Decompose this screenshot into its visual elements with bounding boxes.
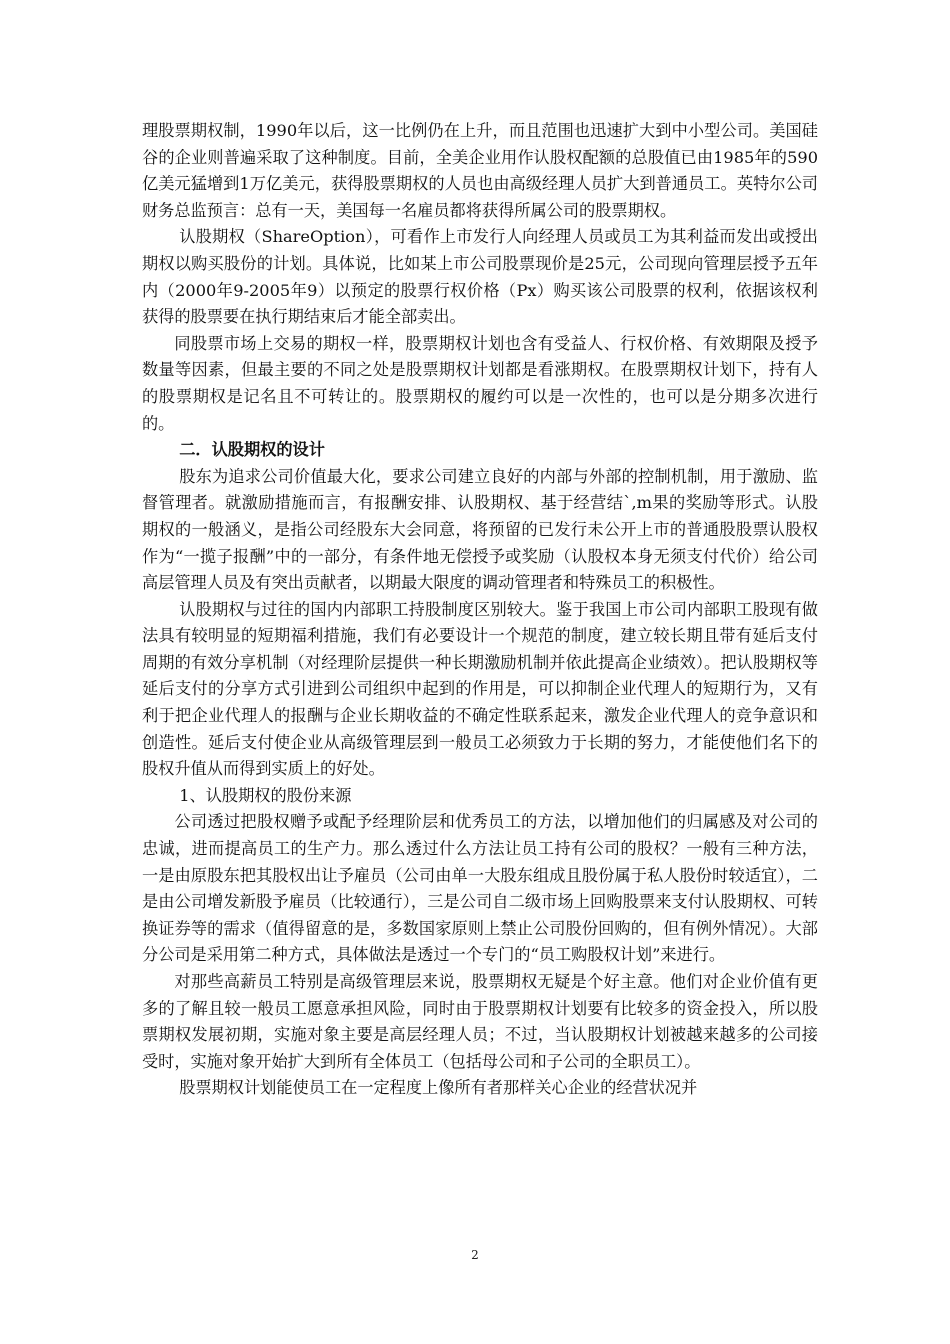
paragraph: 公司透过把股权赠予或配予经理阶层和优秀员工的方法，以增加他们的归属感及对公司的忠诚，进而提高员工的生产力。那么透过什么方法让员工持有公司的股权？一般有三种方法，一是由原股东把其股权出让予雇员（公司由单一大股东组成且股份属于私人股份时较适宜），二是由公司增发新股予雇员（比较通行），三是公司自二级市场上回购股票来支付认股期权、可转换证券等的需求（值得留意的是，多数国家原则上禁止公司股份回购的，但有例外情况）。大部分公司是采用第二种方式，具体做法是透过一个专门的“员工购股权计划”来进行。 (142, 812, 818, 965)
subsection-heading: 1、认股期权的股份来源 (179, 785, 352, 805)
paragraph: 理股票期权制，1990年以后，这一比例仍在上升，而且范围也迅速扩大到中小型公司。美国硅谷的企业则普遍采取了这种制度。目前，全美企业用作认股权配额的总股值已由1985年的590亿美元猛增到1万亿美元，获得股票期权的人员也由高级经理人员扩大到普通员工。英特尔公司财务总监预言：总有一天，美国每一名雇员都将获得所属公司的股票期权。 (142, 121, 818, 220)
section-heading: 二．认股期权的设计 (179, 440, 325, 460)
paragraph: 认股期权与过往的国内内部职工持股制度区别较大。鉴于我国上市公司内部职工股现有做法具有较明显的短期福利措施，我们有必要设计一个规范的制度，建立较长期且带有延后支付周期的有效分享机制（对经理阶层提供一种长期激励机制并依此提高企业绩效）。把认股期权等延后支付的分享方式引进到公司组织中起到的作用是，可以抑制企业代理人的短期行为，又有利于把企业代理人的报酬与企业长期收益的不确定性联系起来，激发企业代理人的竞争意识和创造性。延后支付使企业从高级管理层到一般员工必须致力于长期的努力，才能使他们名下的股权升值从而得到实质上的好处。 (142, 599, 818, 779)
paragraph: 股票期权计划能使员工在一定程度上像所有者那样关心企业的经营状况并 (179, 1078, 698, 1098)
body-text (142, 118, 818, 1102)
paragraph: 同股票市场上交易的期权一样，股票期权计划也含有受益人、行权价格、有效期限及授予数量等因素，但最主要的不同之处是股票期权计划都是看涨期权。在股票期权计划下，持有人的股票期权是记名且不可转让的。股票期权的履约可以是一次性的，也可以是分期多次进行的。 (142, 333, 818, 433)
paragraph: 对那些高薪员工特别是高级管理层来说，股票期权无疑是个好主意。他们对企业价值有更多的了解且较一般员工愿意承担风险，同时由于股票期权计划要有比较多的资金投入，所以股票期权发展初期，实施对象主要是高层经理人员；不过，当认股期权计划被越来越多的公司接受时，实施对象开始扩大到所有全体员工（包括母公司和子公司的全职员工）。 (142, 972, 818, 1071)
page-number: 2 (471, 1248, 479, 1262)
paragraph: 认股期权（ShareOption），可看作上市发行人向经理人员或员工为其利益而发出或授出期权以购买股份的计划。具体说，比如某上市公司股票现价是25元，公司现向管理层授予五年内（2000年9-2005年9）以预定的股票行权价格（Px）购买该公司股票的权利，依据该权利获得的股票要在执行期结束后才能全部卖出。 (142, 227, 818, 327)
paragraph: 股东为追求公司价值最大化，要求公司建立良好的内部与外部的控制机制，用于激励、监督管理者。就激励措施而言，有报酬安排、认股期权、基于经营结`,m果的奖励等形式。认股期权的一般涵义，是指公司经股东大会同意，将预留的已发行未公开上市的普通股股票认股权作为“一揽子报酬”中的一部分，有条件地无偿授予或奖励（认股权本身无须支付代价）给公司高层管理人员及有突出贡献者，以期最大限度的调动管理者和特殊员工的积极性。 (142, 466, 818, 593)
